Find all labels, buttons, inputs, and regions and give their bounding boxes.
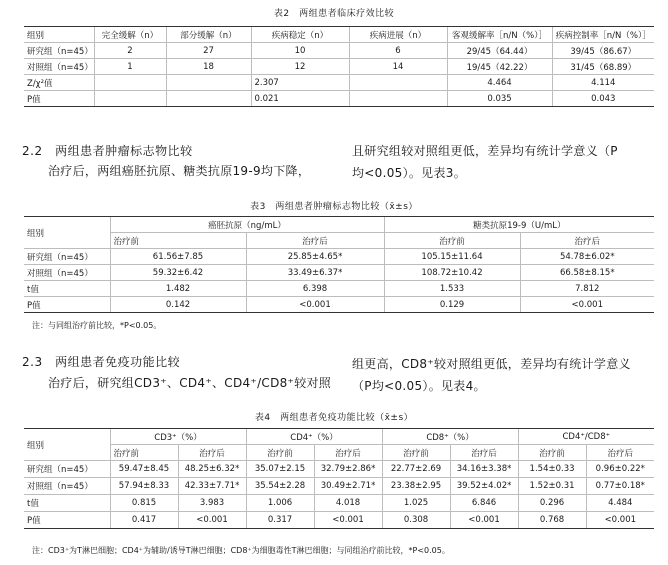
table-cell: 22.77±2.69 [382, 461, 450, 478]
table-cell: 39.52±4.02* [450, 478, 518, 495]
table-cell: 54.78±6.02* [520, 249, 654, 265]
table2-header: 部分缓解（n） [166, 27, 251, 43]
table4-subheader: 治疗后 [314, 445, 382, 461]
table-cell: 108.72±10.42 [384, 265, 520, 281]
section-2-2-left-text: 治疗后，两组癌胚抗原、糖类抗原19-9均下降， [48, 164, 311, 178]
table2-header-row [24, 27, 654, 43]
table2-header: 疾病稳定（n） [251, 27, 349, 43]
table-cell: 32.79±2.86* [314, 461, 382, 478]
table4-subheader: 治疗后 [178, 445, 246, 461]
table-cell: 59.47±8.45 [110, 461, 178, 478]
table4-note: 注：CD3⁺为T淋巴细胞；CD4⁺为辅助/诱导T淋巴细胞；CD8⁺为细胞毒性T淋巴细胞；与同组治疗前比较，*P<0.05。 [32, 546, 450, 555]
table3-note: 注：与同组治疗前比较，*P<0.05。 [32, 321, 162, 330]
section-2-3-heading: 2.3 两组患者免疫功能比较 [22, 355, 181, 369]
table2-header: 疾病控制率［n/N（%）］ [552, 27, 654, 43]
table4-cd4-header: CD4⁺（%） [246, 429, 382, 445]
table-cell: 31/45（68.89） [552, 59, 654, 75]
table3-ca199-header: 糖类抗原19-9（U/mL） [384, 217, 654, 233]
section-2-3-left-text: 治疗后，研究组CD3⁺、CD4⁺、CD4⁺/CD8⁺较对照 [48, 376, 332, 390]
table-cell: 35.07±2.15 [246, 461, 314, 478]
table-cell: P值 [24, 91, 94, 107]
table2-header: 组别 [24, 27, 94, 43]
table4-subheader: 治疗后 [586, 445, 654, 461]
table3-subheader: 治疗前 [110, 233, 246, 249]
table-cell: 33.49±6.37* [246, 265, 384, 281]
section-2-3-right-line2: （P均<0.05）。见表4。 [352, 379, 486, 393]
table-cell: 48.25±6.32* [178, 461, 246, 478]
table2-header: 疾病进展（n） [349, 27, 447, 43]
table-cell: 25.85±4.65* [246, 249, 384, 265]
table-cell [349, 91, 447, 107]
table4 [24, 428, 654, 529]
table-cell [166, 91, 251, 107]
table-row [24, 59, 654, 75]
table-cell: 0.317 [246, 512, 314, 529]
table-cell: 1.482 [110, 281, 246, 297]
table-cell: 7.812 [520, 281, 654, 297]
table-cell: 14 [349, 59, 447, 75]
table-cell: 66.58±8.15* [520, 265, 654, 281]
table-cell: <0.001 [178, 512, 246, 529]
table-cell: 27 [166, 43, 251, 59]
table-cell: 1 [94, 59, 166, 75]
table4-ratio-header: CD4⁺/CD8⁺ [518, 429, 654, 445]
table2-header: 客观缓解率［n/N（%）］ [447, 27, 552, 43]
table-cell: 1.006 [246, 495, 314, 512]
table-cell: Z/χ²值 [24, 75, 94, 91]
table-cell: 对照组（n=45） [24, 478, 110, 495]
table-row [24, 478, 654, 495]
table3-subheader: 治疗后 [246, 233, 384, 249]
table-cell: P值 [24, 297, 110, 313]
table-cell: 0.77±0.18* [586, 478, 654, 495]
table-cell: 1.52±0.31 [518, 478, 586, 495]
table3-group-header: 组别 [24, 217, 110, 249]
table-cell: 6.398 [246, 281, 384, 297]
table-row [24, 43, 654, 59]
table-cell: 2.307 [251, 75, 349, 91]
table-cell: t值 [24, 495, 110, 512]
table-row [24, 75, 654, 91]
table-cell: 57.94±8.33 [110, 478, 178, 495]
table2 [24, 26, 654, 107]
table-row [24, 91, 654, 107]
table-cell: 0.043 [552, 91, 654, 107]
table4-group-header: 组别 [24, 429, 110, 461]
table-cell: 10 [251, 43, 349, 59]
table-row [24, 265, 654, 281]
table2-header: 完全缓解（n） [94, 27, 166, 43]
table-cell: 0.308 [382, 512, 450, 529]
table-cell: 29/45（64.44） [447, 43, 552, 59]
table-cell: 19/45（42.22） [447, 59, 552, 75]
table4-subheader: 治疗前 [518, 445, 586, 461]
section-2-2-right-line1: 且研究组较对照组更低，差异均有统计学意义（P [352, 144, 618, 158]
table3-subheader: 治疗后 [520, 233, 654, 249]
table-row [24, 461, 654, 478]
table4-subheader: 治疗前 [382, 445, 450, 461]
table-cell: 6.846 [450, 495, 518, 512]
table-cell: 34.16±3.38* [450, 461, 518, 478]
table-cell: 18 [166, 59, 251, 75]
table-cell [94, 91, 166, 107]
table-cell: 3.983 [178, 495, 246, 512]
table3-caption: 表3 两组患者肿瘤标志物比较（x̄±s） [250, 202, 418, 212]
table-cell: 4.464 [447, 75, 552, 91]
table-cell: 对照组（n=45） [24, 265, 110, 281]
table-row [24, 281, 654, 297]
table-row [24, 249, 654, 265]
table-cell: 0.129 [384, 297, 520, 313]
table-cell: 0.296 [518, 495, 586, 512]
table4-header-row [24, 429, 654, 445]
table-cell: 39/45（86.67） [552, 43, 654, 59]
table-cell: P值 [24, 512, 110, 529]
table-cell: 4.114 [552, 75, 654, 91]
table-row [24, 512, 654, 529]
table-cell: 0.417 [110, 512, 178, 529]
table-cell: 35.54±2.28 [246, 478, 314, 495]
table-cell: 30.49±2.71* [314, 478, 382, 495]
table-cell: t值 [24, 281, 110, 297]
table-cell: 23.38±2.95 [382, 478, 450, 495]
table3-subheader: 治疗前 [384, 233, 520, 249]
table-cell: 61.56±7.85 [110, 249, 246, 265]
table3-cea-header: 癌胚抗原（ng/mL） [110, 217, 384, 233]
table-cell: 105.15±11.64 [384, 249, 520, 265]
table-cell: 0.815 [110, 495, 178, 512]
table4-cd3-header: CD3⁺（%） [110, 429, 246, 445]
table4-caption: 表4 两组患者免疫功能比较（x̄±s） [254, 413, 414, 423]
table-cell: 0.021 [251, 91, 349, 107]
table-cell: 1.025 [382, 495, 450, 512]
table-cell: <0.001 [520, 297, 654, 313]
table-cell: <0.001 [450, 512, 518, 529]
table4-subheader: 治疗前 [246, 445, 314, 461]
table4-subheader-row [24, 445, 654, 461]
table3-header-row [24, 217, 654, 233]
table-cell [349, 75, 447, 91]
table-cell: 研究组（n=45） [24, 43, 94, 59]
table-cell: 0.142 [110, 297, 246, 313]
table-cell: <0.001 [314, 512, 382, 529]
section-2-2-right-line2: 均<0.05）。见表3。 [352, 166, 467, 180]
table-cell: 6 [349, 43, 447, 59]
table-cell: 42.33±7.71* [178, 478, 246, 495]
table-cell: 4.484 [586, 495, 654, 512]
section-2-2-heading: 2.2 两组患者肿瘤标志物比较 [22, 144, 193, 158]
table4-subheader: 治疗后 [450, 445, 518, 461]
table3 [24, 216, 654, 313]
table-cell: <0.001 [246, 297, 384, 313]
table-cell: 研究组（n=45） [24, 249, 110, 265]
table-cell [166, 75, 251, 91]
table-cell: 1.533 [384, 281, 520, 297]
table-cell: 1.54±0.33 [518, 461, 586, 478]
table-cell: 0.035 [447, 91, 552, 107]
table-cell: 2 [94, 43, 166, 59]
table-cell: 12 [251, 59, 349, 75]
table4-subheader: 治疗前 [110, 445, 178, 461]
table4-cd8-header: CD8⁺（%） [382, 429, 518, 445]
table2-caption: 表2 两组患者临床疗效比较 [273, 9, 395, 19]
table-row [24, 495, 654, 512]
table-cell: 0.96±0.22* [586, 461, 654, 478]
table-cell: 59.32±6.42 [110, 265, 246, 281]
table-row [24, 297, 654, 313]
table3-subheader-row [24, 233, 654, 249]
table-cell: 4.018 [314, 495, 382, 512]
table-cell [94, 75, 166, 91]
table-cell: <0.001 [586, 512, 654, 529]
table-cell: 0.768 [518, 512, 586, 529]
section-2-3-right-line1: 组更高，CD8⁺较对照组更低，差异均有统计学意义 [352, 357, 631, 371]
table-cell: 研究组（n=45） [24, 461, 110, 478]
table-cell: 对照组（n=45） [24, 59, 94, 75]
